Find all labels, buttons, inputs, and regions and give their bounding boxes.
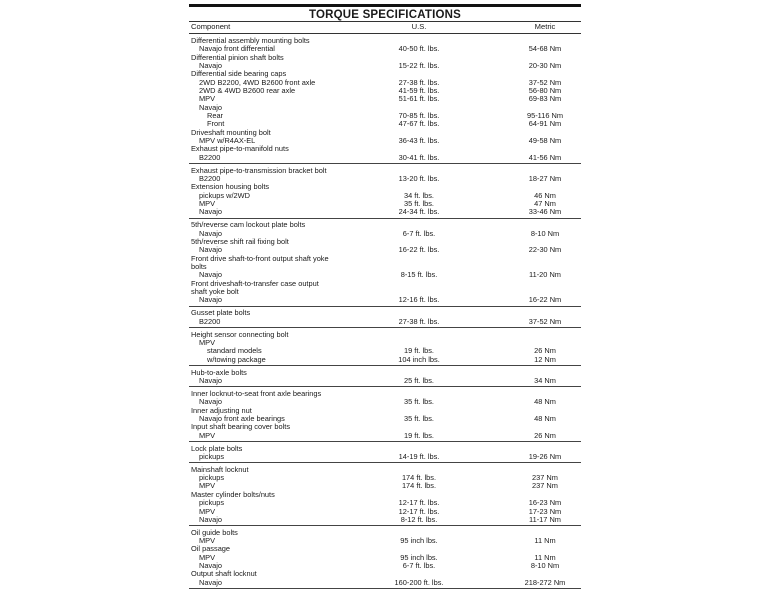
metric-value-cell: 41-56 Nm [528, 152, 562, 162]
component-cell: Hub-to-axle bolts [191, 367, 247, 377]
table-row [189, 238, 581, 246]
metric-value-cell: 47 Nm [534, 199, 556, 209]
metric-value-cell: 11 Nm [534, 552, 556, 562]
component-cell: MPV [199, 481, 216, 491]
component-cell: Exhaust pipe-to-manifold nuts [191, 144, 289, 154]
us-value-cell: 35 ft. lbs. [404, 397, 434, 407]
metric-value-cell: 11-17 Nm [529, 514, 561, 524]
table-row [189, 570, 581, 578]
table-row [189, 145, 581, 153]
component-cell: Navajo [199, 61, 223, 71]
metric-value-cell: 54-68 Nm [528, 44, 562, 54]
component-cell: MPV [199, 94, 216, 104]
metric-value-cell: 8-10 Nm [530, 228, 560, 238]
us-value-cell: 70-85 ft. lbs. [398, 111, 440, 121]
us-value-cell: 95 inch lbs. [400, 536, 438, 546]
component-cell: Navajo [199, 270, 223, 280]
component-cell: Differential pinion shaft bolts [191, 52, 284, 62]
metric-value-cell: 20-30 Nm [528, 61, 562, 71]
component-cell: Front drive shaft-to-front output shaft yoke [191, 253, 329, 263]
us-value-cell: 13-20 ft. lbs. [398, 174, 440, 184]
component-cell: Inner adjusting nut [191, 405, 252, 415]
us-value-cell: 40-50 ft. lbs. [398, 44, 440, 54]
component-cell: B2200 [199, 174, 221, 184]
us-value-cell: 6-7 ft. lbs. [402, 228, 436, 238]
metric-value-cell: 17-23 Nm [528, 506, 562, 516]
metric-value-cell: 218-272 Nm [524, 577, 566, 587]
us-value-cell: 41-59 ft. lbs. [398, 86, 440, 96]
table-row [189, 377, 581, 385]
component-cell: MPV [199, 536, 216, 546]
metric-value-cell: 19-26 Nm [528, 451, 562, 461]
metric-value-cell: 49-58 Nm [528, 136, 562, 146]
component-cell: Input shaft bearing cover bolts [191, 422, 291, 432]
table-row [189, 104, 581, 112]
component-cell: MPV [199, 199, 216, 209]
table-row [189, 356, 581, 364]
table-row [189, 516, 581, 524]
us-value-cell: 27-38 ft. lbs. [398, 77, 440, 87]
table-row [189, 474, 581, 482]
component-cell: Oil guide bolts [191, 527, 238, 537]
table-row [189, 318, 581, 326]
us-value-cell: 160-200 ft. lbs. [394, 577, 444, 587]
component-cell: pickups [199, 451, 225, 461]
component-cell: Rear [207, 111, 224, 121]
component-cell: Oil passage [191, 544, 231, 554]
table-row [189, 508, 581, 516]
component-cell: 2WD & 4WD B2600 rear axle [199, 86, 296, 96]
us-value-cell: 16-22 ft. lbs. [398, 245, 440, 255]
header-rule-bottom [189, 33, 581, 34]
us-value-cell: 174 ft. lbs. [401, 481, 437, 491]
component-cell: B2200 [199, 152, 221, 162]
us-value-cell: 12-16 ft. lbs. [398, 295, 440, 305]
component-cell: w/towing package [207, 354, 266, 364]
us-value-cell: 95 inch lbs. [400, 552, 438, 562]
component-cell: MPV [199, 430, 216, 440]
us-value-cell: 24-34 ft. lbs. [398, 207, 440, 217]
table-row [189, 554, 581, 562]
metric-value-cell: 64-91 Nm [528, 119, 562, 129]
table-row [189, 432, 581, 440]
component-cell: Navajo [199, 397, 223, 407]
column-header-metric: Metric [534, 22, 556, 31]
component-cell: Navajo [199, 295, 223, 305]
component-cell: pickups [199, 473, 225, 483]
table-row [189, 263, 581, 271]
table-row [189, 167, 581, 175]
table-title: TORQUE SPECIFICATIONS [308, 9, 461, 21]
component-cell: Height sensor connecting bolt [191, 329, 289, 339]
us-value-cell: 35 ft. lbs. [404, 413, 434, 423]
metric-value-cell: 11-20 Nm [529, 270, 561, 280]
top-rule [189, 4, 581, 7]
table-row [189, 545, 581, 553]
component-cell: Navajo [199, 245, 223, 255]
component-cell: Output shaft locknut [191, 569, 257, 579]
table-row [189, 369, 581, 377]
component-cell: MPV [199, 552, 216, 562]
table-row [189, 288, 581, 296]
component-cell: Gusset plate bolts [191, 308, 251, 318]
component-cell: Front driveshaft-to-transfer case output [191, 278, 319, 288]
group-separator [189, 386, 581, 387]
metric-value-cell: 33-46 Nm [528, 207, 562, 217]
us-value-cell: 104 inch lbs. [398, 354, 440, 364]
table-row [189, 200, 581, 208]
metric-value-cell: 56-80 Nm [528, 86, 562, 96]
component-cell: 5th/reverse shift rail fixing bolt [191, 237, 289, 247]
us-value-cell: 19 ft. lbs. [404, 346, 434, 356]
component-cell: MPV [199, 338, 216, 347]
metric-value-cell: 95-116 Nm [526, 111, 563, 121]
table-row [189, 208, 581, 216]
metric-value-cell: 37-52 Nm [528, 316, 562, 326]
component-cell: Mainshaft locknut [191, 464, 249, 474]
us-value-cell: 27-38 ft. lbs. [398, 316, 440, 326]
us-value-cell: 30-41 ft. lbs. [398, 152, 440, 162]
table-row [189, 112, 581, 120]
component-cell: shaft yoke bolt [191, 287, 239, 297]
table-row [189, 390, 581, 398]
table-row [189, 537, 581, 545]
us-value-cell: 51-61 ft. lbs. [398, 94, 440, 104]
table-row [189, 280, 581, 288]
us-value-cell: 35 ft. lbs. [404, 199, 434, 209]
component-cell: Navajo front axle bearings [199, 413, 285, 423]
component-cell: MPV w/R4AX-EL [199, 136, 256, 146]
metric-value-cell: 48 Nm [534, 413, 556, 423]
table-row [189, 255, 581, 263]
table-row [189, 453, 581, 461]
component-cell: Front [207, 119, 225, 129]
table-row [189, 499, 581, 507]
metric-value-cell: 237 Nm [532, 473, 558, 483]
component-cell: Driveshaft mounting bolt [191, 127, 271, 137]
table-row [189, 466, 581, 474]
component-cell: Lock plate bolts [191, 443, 243, 453]
table-row [189, 445, 581, 453]
group-separator [189, 163, 581, 164]
table-row [189, 309, 581, 317]
metric-value-cell: 34 Nm [534, 375, 556, 385]
column-header-component: Component [191, 22, 231, 31]
table-row [189, 491, 581, 499]
component-cell: Navajo [199, 561, 223, 571]
metric-value-cell: 16-23 Nm [528, 498, 562, 508]
metric-value-cell: 237 Nm [532, 481, 558, 491]
component-cell: Navajo [199, 102, 223, 112]
us-value-cell: 8-12 ft. lbs. [400, 514, 438, 524]
component-cell: Navajo [199, 514, 223, 524]
table-row [189, 296, 581, 304]
group-separator [189, 441, 581, 442]
component-cell: 5th/reverse cam lockout plate bolts [191, 220, 306, 230]
component-cell: Navajo front differential [199, 44, 275, 54]
table-row [189, 95, 581, 103]
us-value-cell: 8-15 ft. lbs. [400, 270, 438, 280]
component-cell: Differential side bearing caps [191, 69, 287, 79]
us-value-cell: 14-19 ft. lbs. [398, 451, 440, 461]
component-cell: 2WD B2200, 4WD B2600 front axle [199, 77, 316, 87]
us-value-cell: 25 ft. lbs. [404, 375, 434, 385]
component-cell: Navajo [199, 577, 223, 587]
table-body [189, 37, 581, 592]
group-separator [189, 327, 581, 328]
group-separator [189, 588, 581, 589]
group-separator [189, 306, 581, 307]
group-separator [189, 218, 581, 219]
component-cell: Master cylinder bolts/nuts [191, 489, 275, 499]
us-value-cell: 47-67 ft. lbs. [398, 119, 440, 129]
metric-value-cell: 12 Nm [534, 354, 556, 364]
column-header-us: U.S. [411, 22, 427, 31]
us-value-cell: 36-43 ft. lbs. [398, 136, 440, 146]
us-value-cell: 15-22 ft. lbs. [398, 61, 440, 71]
component-cell: pickups w/2WD [199, 190, 250, 200]
us-value-cell: 6-7 ft. lbs. [402, 561, 436, 571]
table-row [189, 87, 581, 95]
component-cell: Extension housing bolts [191, 182, 270, 192]
metric-value-cell: 8-10 Nm [530, 561, 560, 571]
metric-value-cell: 48 Nm [534, 397, 556, 407]
table-row [189, 579, 581, 587]
group-separator [189, 462, 581, 463]
component-cell: pickups [199, 498, 225, 508]
component-cell: Differential assembly mounting bolts [191, 36, 310, 45]
table-row [189, 54, 581, 62]
component-cell: MPV [199, 506, 216, 516]
component-cell: standard models [207, 346, 262, 356]
table-row [189, 331, 581, 339]
us-value-cell: 12-17 ft. lbs. [398, 498, 440, 508]
metric-value-cell: 26 Nm [534, 346, 556, 356]
table-row [189, 423, 581, 431]
metric-value-cell: 16-22 Nm [528, 295, 562, 305]
metric-value-cell: 69-83 Nm [528, 94, 562, 104]
table-row [189, 221, 581, 229]
column-header-row [189, 22, 581, 33]
us-value-cell: 174 ft. lbs. [401, 473, 437, 483]
table-row [189, 192, 581, 200]
component-cell: bolts [191, 262, 207, 272]
component-cell: Navajo [199, 207, 223, 217]
table-row [189, 154, 581, 162]
component-cell: B2200 [199, 316, 221, 326]
group-separator [189, 525, 581, 526]
component-cell: Inner locknut-to-seat front axle bearings [191, 388, 322, 398]
table-row [189, 562, 581, 570]
metric-value-cell: 18-27 Nm [528, 174, 562, 184]
component-cell: Navajo [199, 375, 223, 385]
component-cell: Navajo [199, 228, 223, 238]
us-value-cell: 19 ft. lbs. [404, 430, 434, 440]
table-row [189, 529, 581, 537]
metric-value-cell: 22-30 Nm [528, 245, 562, 255]
metric-value-cell: 37-52 Nm [528, 77, 562, 87]
us-value-cell: 12-17 ft. lbs. [398, 506, 440, 516]
component-cell: Exhaust pipe-to-transmission bracket bolt [191, 165, 327, 175]
metric-value-cell: 46 Nm [534, 190, 556, 200]
metric-value-cell: 26 Nm [534, 430, 556, 440]
group-separator [189, 365, 581, 366]
metric-value-cell: 11 Nm [534, 536, 556, 546]
us-value-cell: 34 ft. lbs. [404, 190, 434, 200]
